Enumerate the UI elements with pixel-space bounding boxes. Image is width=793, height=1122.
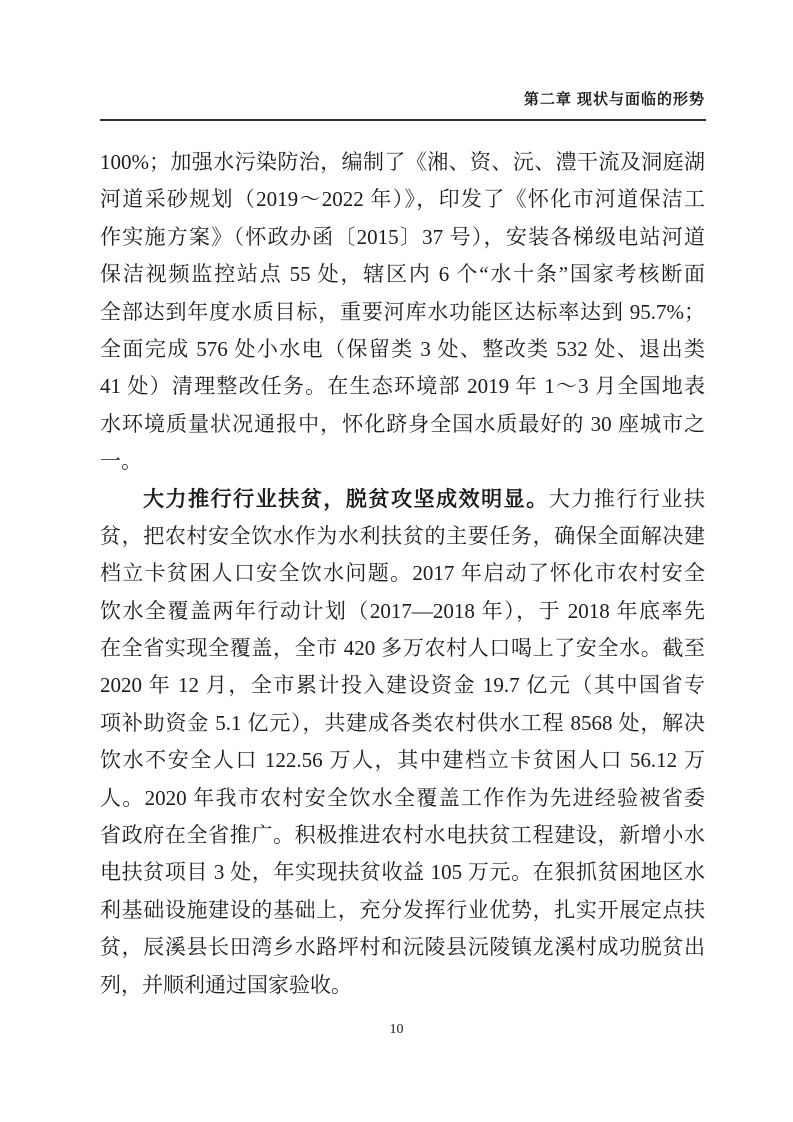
text-line: 贫，把农村安全饮水作为水利扶贫的主要任务，确保全面解决建 <box>100 523 705 548</box>
text-line: 2020 年 12 月，全市累计投入建设资金 19.7 亿元（其中国省专 <box>100 673 705 698</box>
header-rule <box>100 119 706 121</box>
paragraph <box>100 144 705 481</box>
text-line: 在全省实现全覆盖，全市 420 多万农村人口喝上了安全水。截至 <box>100 636 705 661</box>
paragraph-lead-rest: 大力推行行业扶 <box>548 486 705 511</box>
text-line: 保洁视频监控站点 55 处，辖区内 6 个“水十条”国家考核断面 <box>100 262 705 287</box>
text-line: 列，并顺利通过国家验收。 <box>100 972 352 997</box>
text-line: 电扶贫项目 3 处，年实现扶贫收益 105 万元。在狠抓贫困地区水 <box>100 860 705 885</box>
text-line: 41 处）清理整改任务。在生态环境部 2019 年 1～3 月全国地表 <box>100 374 705 399</box>
text-line: 100%；加强水污染防治，编制了《湘、资、沅、澧干流及洞庭湖 <box>100 150 705 174</box>
text-line <box>100 481 705 518</box>
running-header-chapter-title: 第二章 现状与面临的形势 <box>523 91 705 108</box>
text-line: 全部达到年度水质目标，重要河库水功能区达标率达到 95.7%； <box>100 299 705 324</box>
text-line: 作实施方案》（怀政办函〔2015〕37 号），安装各梯级电站河道 <box>100 224 705 249</box>
text-line: 利基础设施建设的基础上，充分发挥行业优势，扎实开展定点扶 <box>100 897 705 922</box>
text-line: 人。2020 年我市农村安全饮水全覆盖工作作为先进经验被省委 <box>100 785 705 810</box>
text-line: 饮水不安全人口 122.56 万人，其中建档立卡贫困人口 56.12 万 <box>100 748 705 773</box>
text-line: 河道采砂规划（2019～2022 年）》，印发了《怀化市河道保洁工 <box>100 187 705 212</box>
text-line: 档立卡贫困人口安全饮水问题。2017 年启动了怀化市农村安全 <box>100 561 705 586</box>
text-line: 一。 <box>100 449 142 474</box>
paragraph <box>100 481 705 1004</box>
text-line: 项补助资金 5.1 亿元），共建成各类农村供水工程 8568 处，解决 <box>100 710 705 735</box>
text-line: 水环境质量状况通报中，怀化跻身全国水质最好的 30 座城市之 <box>100 411 705 436</box>
text-line: 全面完成 576 处小水电（保留类 3 处、整改类 532 处、退出类 <box>100 336 705 361</box>
page-number: 10 <box>389 1022 404 1037</box>
text-line: 省政府在全省推广。积极推进农村水电扶贫工程建设，新增小水 <box>100 823 705 848</box>
body-text <box>100 144 705 1004</box>
paragraph-bold-lead: 大力推行行业扶贫，脱贫攻坚成效明显。 <box>143 486 549 511</box>
text-line: 饮水全覆盖两年行动计划（2017—2018 年），于 2018 年底率先 <box>100 598 705 623</box>
text-line: 贫，辰溪县长田湾乡水路坪村和沅陵县沅陵镇龙溪村成功脱贫出 <box>100 935 705 960</box>
